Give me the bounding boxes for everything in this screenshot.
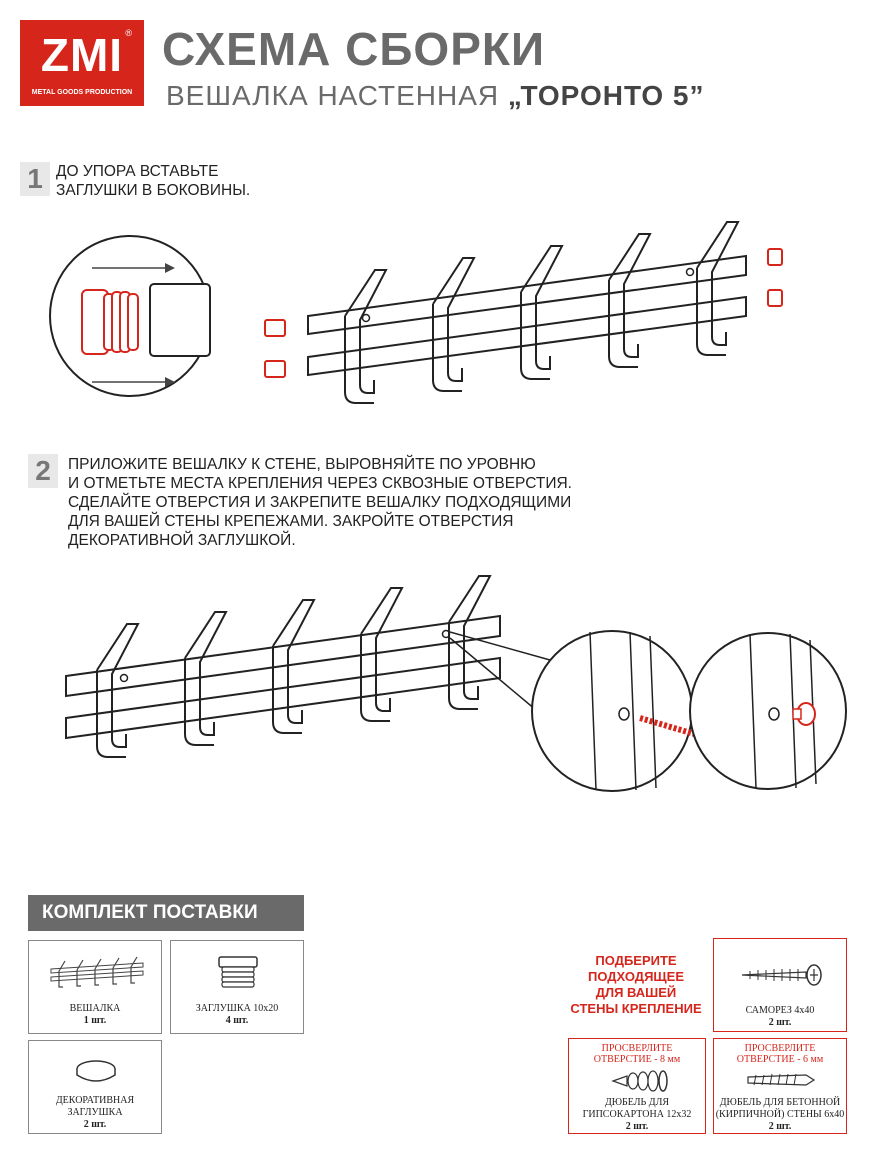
kit-item-qty (29, 1119, 161, 1131)
hook (433, 258, 474, 391)
product-name: „ТОРОНТО 5” (507, 80, 705, 111)
page-subtitle (166, 80, 705, 112)
drywall-anchor-icon (609, 1069, 669, 1093)
logo-text: ZMI (40, 29, 124, 81)
step-1-number: 1 (20, 162, 50, 196)
kit-header: КОМПЛЕКТ ПОСТАВКИ (28, 895, 304, 931)
fastener-name: (КИРПИЧНОЙ) СТЕНЫ 6х40 (715, 1109, 845, 1120)
step-1-text (56, 162, 250, 200)
hook (609, 234, 650, 367)
step-2-illustration (0, 560, 878, 840)
fastener-drywall-anchor (568, 1038, 706, 1134)
hanger-icon (47, 955, 145, 991)
end-cap-icon (213, 953, 263, 993)
logo-tagline: METAL GOODS PRODUCTION (31, 89, 133, 96)
decorative-cap-detail (690, 633, 846, 789)
fastener-qty (714, 1017, 846, 1029)
fastener-hint (566, 953, 706, 1017)
qty: 2 шт. (83, 1119, 107, 1130)
hint-line: СТЕНЫ КРЕПЛЕНИЕ (570, 1001, 702, 1016)
warning-line: ОТВЕРСТИЕ - 8 мм (593, 1054, 681, 1065)
subtitle-prefix: ВЕШАЛКА НАСТЕННАЯ (166, 80, 508, 111)
step-2-line: ПРИЛОЖИТЕ ВЕШАЛКУ К СТЕНЕ, ВЫРОВНЯЙТЕ ПО УРОВНЮ (68, 456, 536, 473)
drill-warning (714, 1043, 846, 1065)
fastener-screw (713, 938, 847, 1032)
kit-item-name: ВЕШАЛКА (69, 1003, 121, 1014)
kit-item-qty (171, 1015, 303, 1027)
hint-line: ПОДБЕРИТЕ (595, 953, 677, 968)
cap-insertion-detail (50, 236, 210, 396)
step-2-line: ДЕКОРАТИВНОЙ ЗАГЛУШКОЙ. (68, 532, 296, 549)
brand-logo (20, 20, 144, 106)
qty: 1 шт. (83, 1015, 107, 1026)
hint-line: ПОДХОДЯЩЕЕ (587, 969, 684, 984)
qty: 4 шт. (225, 1015, 249, 1026)
kit-item-hanger (28, 940, 162, 1034)
fastener-name: САМОРЕЗ 4х40 (745, 1005, 815, 1016)
step-2-text (68, 455, 572, 550)
step-2-line: ДЛЯ ВАШЕЙ СТЕНЫ КРЕПЕЖАМИ. ЗАКРОЙТЕ ОТВЕРСТИЯ (68, 513, 514, 530)
fastener-name: ГИПСОКАРТОНА 12х32 (582, 1109, 692, 1120)
hook (697, 222, 738, 355)
warning-line: ПРОСВЕРЛИТЕ (744, 1043, 816, 1054)
kit-item-name: ЗАГЛУШКА 10х20 (195, 1003, 279, 1014)
kit-item-name: ДЕКОРАТИВНАЯ (55, 1095, 135, 1106)
kit-item-decorative-cap (28, 1040, 162, 1134)
drill-warning (569, 1043, 705, 1065)
fastener-wall-plug (713, 1038, 847, 1134)
hook (521, 246, 562, 379)
step-1-illustration (0, 200, 878, 430)
step-1-line: ЗАГЛУШКИ В БОКОВИНЫ. (56, 182, 251, 199)
decorative-cap-icon (71, 1053, 121, 1089)
step-1-line: ДО УПОРА ВСТАВЬТЕ (56, 163, 219, 180)
hint-line: ДЛЯ ВАШЕЙ (595, 985, 677, 1000)
fastener-qty (569, 1121, 705, 1133)
qty: 2 шт. (768, 1017, 792, 1028)
fastener-name: ДЮБЕЛЬ ДЛЯ (604, 1097, 670, 1108)
fastener-name: ДЮБЕЛЬ ДЛЯ БЕТОННОЙ (719, 1097, 841, 1108)
qty: 2 шт. (625, 1121, 649, 1132)
qty: 2 шт. (768, 1121, 792, 1132)
step-2-line: И ОТМЕТЬТЕ МЕСТА КРЕПЛЕНИЯ ЧЕРЕЗ СКВОЗНЫЕ ОТВЕРСТИЯ. (68, 475, 572, 492)
screw-icon (738, 963, 826, 987)
warning-line: ОТВЕРСТИЕ - 6 мм (736, 1054, 824, 1065)
kit-item-name: ЗАГЛУШКА (67, 1107, 123, 1118)
step-2-line: СДЕЛАЙТЕ ОТВЕРСТИЯ И ЗАКРЕПИТЕ ВЕШАЛКУ ПОДХОДЯЩИМИ (68, 494, 572, 511)
registered-mark: ® (125, 28, 132, 38)
wall-plug-icon (744, 1069, 818, 1091)
kit-item-qty (29, 1015, 161, 1027)
hook (345, 270, 386, 403)
fastener-qty (714, 1121, 846, 1133)
page-title: СХЕМА СБОРКИ (162, 23, 546, 75)
warning-line: ПРОСВЕРЛИТЕ (601, 1043, 673, 1054)
step-2-number: 2 (28, 454, 58, 488)
kit-item-end-cap (170, 940, 304, 1034)
